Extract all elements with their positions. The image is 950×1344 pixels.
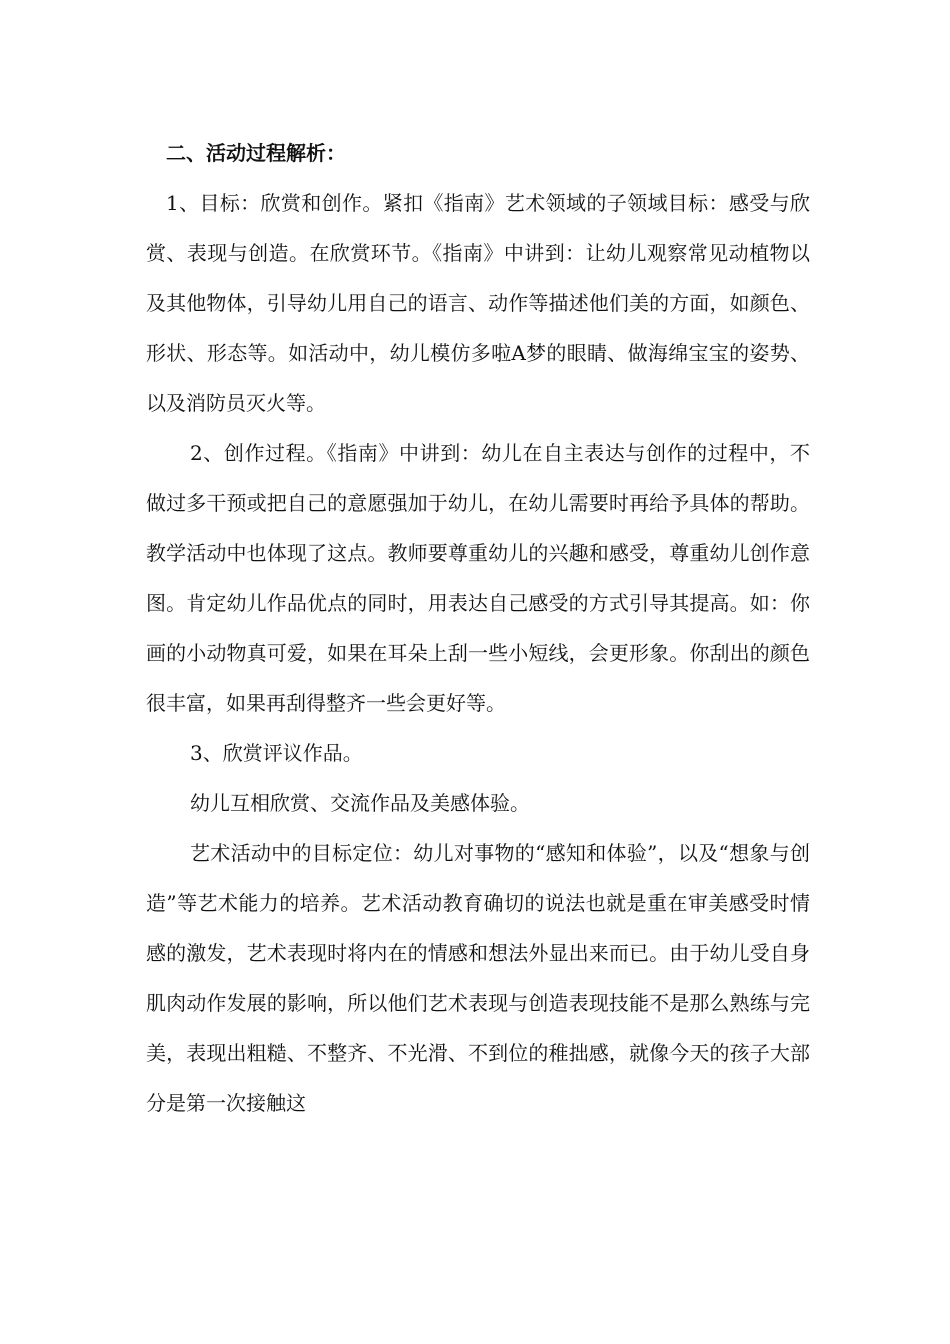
paragraph-goal-positioning: 艺术活动中的目标定位：幼儿对事物的“感知和体验”，以及“想象与创造”等艺术能力的培养。艺术活动教育确切的说法也就是重在审美感受时情感的激发，艺术表现时将内在的情感和想法外显出来而已。由于幼儿受自身肌肉动作发展的影响，所以他们艺术表现与创造表现技能不是那么熟练与完美，表现出粗糙、不整齐、不光滑、不到位的稚拙感，就像今天的孩子大部分是第一次接触这 [146, 841, 810, 1115]
paragraph-goal: 1、目标：欣赏和创作。紧扣《指南》艺术领域的子领域目标：感受与欣赏、表现与创造。在欣赏环节。《指南》中讲到：让幼儿观察常见动植物以及其他物体，引导幼儿用自己的语言、动作等描述他们美的方面，如颜色、形状、形态等。如活动中，幼儿模仿多啦A梦的眼睛、做海绵宝宝的姿势、以及消防员灭火等。 [146, 191, 810, 415]
paragraph-creation-process: 2、创作过程。《指南》中讲到：幼儿在自主表达与创作的过程中，不做过多干预或把自己的意愿强加于幼儿，在幼儿需要时再给予具体的帮助。教学活动中也体现了这点。教师要尊重幼儿的兴趣和感受，尊重幼儿创作意图。肯定幼儿作品优点的同时，用表达自己感受的方式引导其提高。如：你画的小动物真可爱，如果在耳朵上刮一些小短线，会更形象。你刮出的颜色很丰富，如果再刮得整齐一些会更好等。 [146, 441, 810, 715]
document-body [146, 128, 810, 1128]
section-heading: 二、活动过程解析： [166, 141, 346, 165]
paragraph-appreciation-review: 3、欣赏评议作品。 [190, 741, 363, 765]
paragraph-mutual-appreciation: 幼儿互相欣赏、交流作品及美感体验。 [190, 791, 530, 815]
